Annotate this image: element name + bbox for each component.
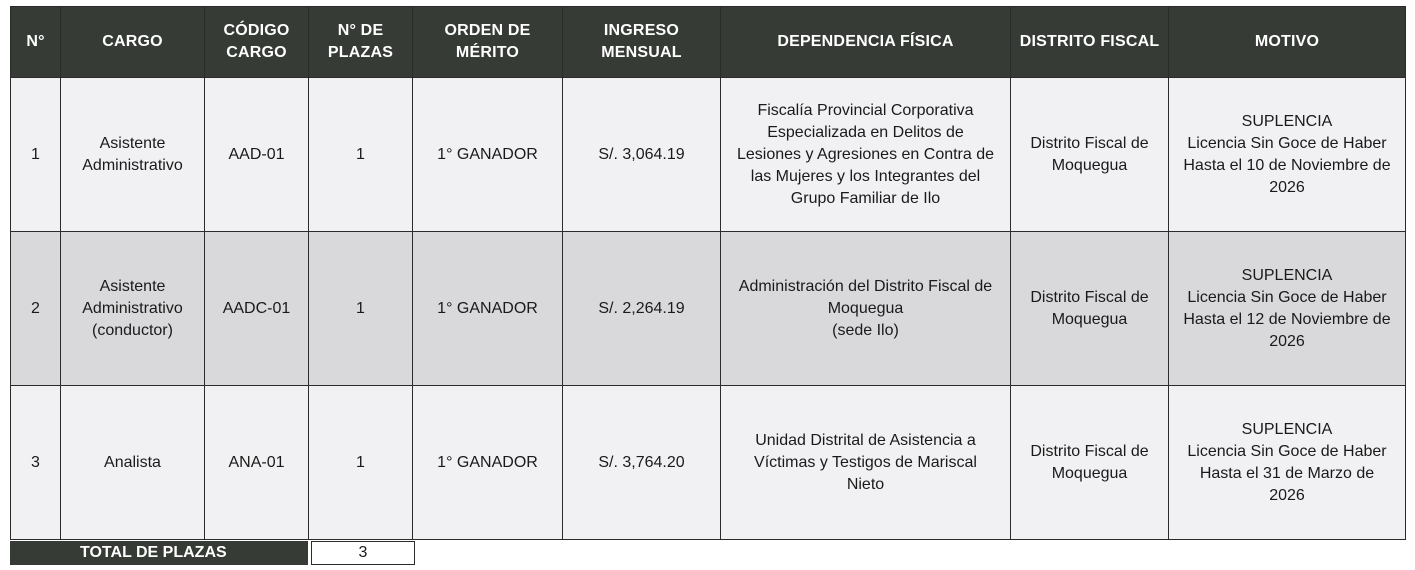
cell-cargo-line: Asistente — [99, 134, 166, 152]
cell-motivo-line: Hasta el 12 de Noviembre de — [1183, 310, 1391, 328]
cell-ingreso: S/. 2,264.19 — [563, 232, 721, 386]
cell-motivo-line: Licencia Sin Goce de Haber — [1187, 442, 1387, 460]
cell-plazas: 1 — [309, 232, 413, 386]
cell-dependencia-line: Grupo Familiar de Ilo — [790, 189, 941, 207]
plazas-table — [10, 6, 1406, 540]
cell-codigo: ANA-01 — [205, 386, 309, 540]
cell-motivo-line: Hasta el 10 de Noviembre de — [1183, 156, 1391, 174]
cell-orden: 1° GANADOR — [413, 78, 563, 232]
cell-cargo — [61, 232, 205, 386]
total-label — [10, 541, 308, 565]
cell-dependencia — [721, 232, 1011, 386]
cell-dependencia-line: Administración del Distrito Fiscal de — [738, 277, 993, 295]
header-num-plazas — [309, 7, 413, 78]
header-n — [11, 7, 61, 78]
cell-motivo-line: Licencia Sin Goce de Haber — [1187, 288, 1387, 306]
cell-distrito-line: Distrito Fiscal de — [1030, 134, 1149, 152]
header-orden-merito — [413, 7, 563, 78]
cell-motivo-line: SUPLENCIA — [1241, 420, 1333, 438]
cell-dependencia — [721, 78, 1011, 232]
cell-motivo — [1169, 386, 1406, 540]
header-dependencia-fisica-line: DEPENDENCIA FÍSICA — [777, 33, 954, 50]
cell-distrito — [1011, 78, 1169, 232]
cell-dependencia-line: las Mujeres y los Integrantes del — [750, 167, 981, 185]
cell-dependencia-line: Lesiones y Agresiones en Contra de — [736, 145, 995, 163]
table-row — [11, 386, 1406, 540]
header-motivo — [1169, 7, 1406, 78]
cell-ingreso: S/. 3,764.20 — [563, 386, 721, 540]
cell-dependencia-line: Víctimas y Testigos de Mariscal — [754, 453, 977, 471]
cell-cargo-line: Analista — [104, 453, 161, 471]
cell-motivo-line: Hasta el 31 de Marzo de — [1199, 464, 1375, 482]
cell-motivo-line: 2026 — [1269, 178, 1305, 196]
cell-plazas: 1 — [309, 386, 413, 540]
cell-dependencia-line: Especializada en Delitos de — [767, 123, 964, 141]
cell-orden: 1° GANADOR — [413, 232, 563, 386]
header-ingreso-mensual-line: INGRESO — [603, 22, 680, 39]
header-motivo-line: MOTIVO — [1254, 33, 1320, 50]
cell-orden: 1° GANADOR — [413, 386, 563, 540]
plazas-table-container — [10, 6, 1405, 540]
table-body — [11, 78, 1406, 540]
cell-motivo-line: 2026 — [1269, 332, 1305, 350]
cell-distrito — [1011, 386, 1169, 540]
header-n-line: N° — [26, 33, 45, 50]
cell-cargo-line: (conductor) — [92, 321, 173, 339]
total-label-text: TOTAL DE PLAZAS — [80, 544, 227, 561]
cell-distrito — [1011, 232, 1169, 386]
header-codigo-cargo-line: CARGO — [226, 44, 287, 61]
cell-n: 1 — [11, 78, 61, 232]
cell-motivo-line: 2026 — [1269, 486, 1305, 504]
cell-codigo: AAD-01 — [205, 78, 309, 232]
cell-motivo — [1169, 232, 1406, 386]
cell-motivo-line: SUPLENCIA — [1241, 112, 1333, 130]
cell-distrito-line: Distrito Fiscal de — [1030, 288, 1149, 306]
cell-distrito-line: Moquegua — [1051, 464, 1128, 482]
cell-distrito-line: Moquegua — [1051, 156, 1128, 174]
cell-dependencia-line: Unidad Distrital de Asistencia a — [755, 431, 976, 449]
cell-distrito-line: Moquegua — [1051, 310, 1128, 328]
cell-cargo-line: Administrativo — [82, 299, 183, 317]
cell-motivo — [1169, 78, 1406, 232]
cell-codigo: AADC-01 — [205, 232, 309, 386]
header-orden-merito-line: ORDEN DE — [444, 22, 531, 39]
cell-cargo-line: Administrativo — [82, 156, 183, 174]
header-dependencia-fisica — [721, 7, 1011, 78]
header-cargo-line: CARGO — [102, 33, 163, 50]
header-distrito-fiscal — [1011, 7, 1169, 78]
cell-cargo — [61, 78, 205, 232]
table-header-row — [11, 7, 1406, 78]
cell-dependencia-line: Nieto — [846, 475, 885, 493]
cell-motivo-line: SUPLENCIA — [1241, 266, 1333, 284]
header-ingreso-mensual — [563, 7, 721, 78]
cell-dependencia — [721, 386, 1011, 540]
header-num-plazas-line: N° DE — [337, 22, 384, 39]
cell-motivo-line: Licencia Sin Goce de Haber — [1187, 134, 1387, 152]
cell-dependencia-line: Moquegua — [827, 299, 904, 317]
header-cargo — [61, 7, 205, 78]
cell-plazas: 1 — [309, 78, 413, 232]
cell-ingreso: S/. 3,064.19 — [563, 78, 721, 232]
header-codigo-cargo-line: CÓDIGO — [223, 22, 290, 39]
table-row — [11, 232, 1406, 386]
header-ingreso-mensual-line: MENSUAL — [601, 44, 682, 61]
cell-n: 3 — [11, 386, 61, 540]
cell-cargo — [61, 386, 205, 540]
cell-dependencia-line: Fiscalía Provincial Corporativa — [757, 101, 974, 119]
cell-n: 2 — [11, 232, 61, 386]
table-row — [11, 78, 1406, 232]
header-num-plazas-line: PLAZAS — [327, 44, 394, 61]
cell-cargo-line: Asistente — [99, 277, 166, 295]
header-codigo-cargo — [205, 7, 309, 78]
cell-dependencia-line: (sede Ilo) — [832, 321, 899, 339]
header-orden-merito-line: MÉRITO — [455, 44, 520, 61]
total-value: 3 — [311, 541, 415, 565]
header-distrito-fiscal-line: DISTRITO FISCAL — [1019, 33, 1160, 50]
cell-distrito-line: Distrito Fiscal de — [1030, 442, 1149, 460]
